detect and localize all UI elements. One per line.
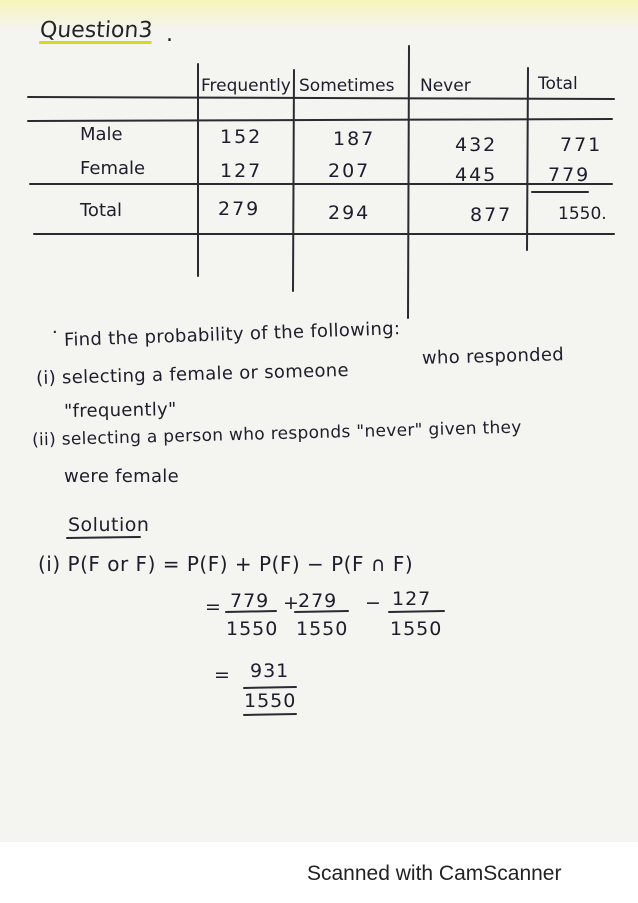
fraction-intersection-numerator: 127 <box>392 588 432 610</box>
part-i-continuation: who responded <box>421 344 565 369</box>
part-ii-line1: (ii) selecting a person who responds "never" given they <box>31 417 522 451</box>
fraction-frequently-denominator: 1550 <box>296 618 349 640</box>
solution-formula: (i) P(F or F) = P(F) + P(F) − P(F ∩ F) <box>38 552 414 576</box>
result-denominator: 1550 <box>244 690 297 712</box>
minus-operator: − <box>365 592 382 614</box>
cell-female-never: 445 <box>455 164 498 186</box>
camscanner-watermark: Scanned with CamScanner <box>307 862 562 885</box>
table-col-line-4 <box>527 68 528 250</box>
fraction-female-denominator: 1550 <box>226 618 279 640</box>
cell-total-frequently: 279 <box>218 198 261 220</box>
question-title-dot: . <box>166 22 173 47</box>
question-title: Question3 <box>39 18 154 43</box>
instructions-intro: Find the probability of the following: <box>63 318 401 351</box>
part-i-line2: "frequently" <box>63 399 177 422</box>
cell-grand-total: 1550. <box>558 204 607 224</box>
fraction-intersection-denominator: 1550 <box>390 618 443 640</box>
plus-operator: + <box>283 592 300 614</box>
part-i-line1: (i) selecting a female or someone <box>35 359 350 390</box>
table-col-line-3 <box>408 46 409 318</box>
cell-male-never: 432 <box>455 134 498 156</box>
cell-total-never: 877 <box>470 204 513 226</box>
fraction-female-numerator: 779 <box>230 590 270 612</box>
table-rule-top <box>28 119 612 121</box>
cell-male-frequently: 152 <box>220 126 263 148</box>
cell-total-sometimes: 294 <box>328 202 371 224</box>
cell-male-sometimes: 187 <box>333 128 376 150</box>
solution-underline <box>67 537 140 538</box>
table-col-line-2 <box>293 70 294 291</box>
fraction-frequently-numerator: 279 <box>298 590 338 612</box>
header-frequently: Frequently <box>201 76 291 96</box>
row-label-male: Male <box>80 124 123 145</box>
equals-sign-2: = <box>214 664 231 686</box>
row-label-total: Total <box>80 200 123 221</box>
bullet-dot: · <box>52 322 59 343</box>
solution-heading: Solution <box>68 514 150 536</box>
cell-female-frequently: 127 <box>220 160 263 182</box>
result-numerator: 931 <box>250 660 290 682</box>
header-never: Never <box>420 76 471 96</box>
equals-sign-1: = <box>205 596 222 618</box>
table-rule-header <box>28 97 614 99</box>
header-total: Total <box>538 74 578 94</box>
part-ii-line2: were female <box>64 466 179 487</box>
cell-male-total: 771 <box>560 134 603 156</box>
cell-female-total: 779 <box>548 164 591 186</box>
row-label-female: Female <box>80 158 146 179</box>
cell-female-sometimes: 207 <box>328 160 371 182</box>
header-sometimes: Sometimes <box>299 76 395 96</box>
